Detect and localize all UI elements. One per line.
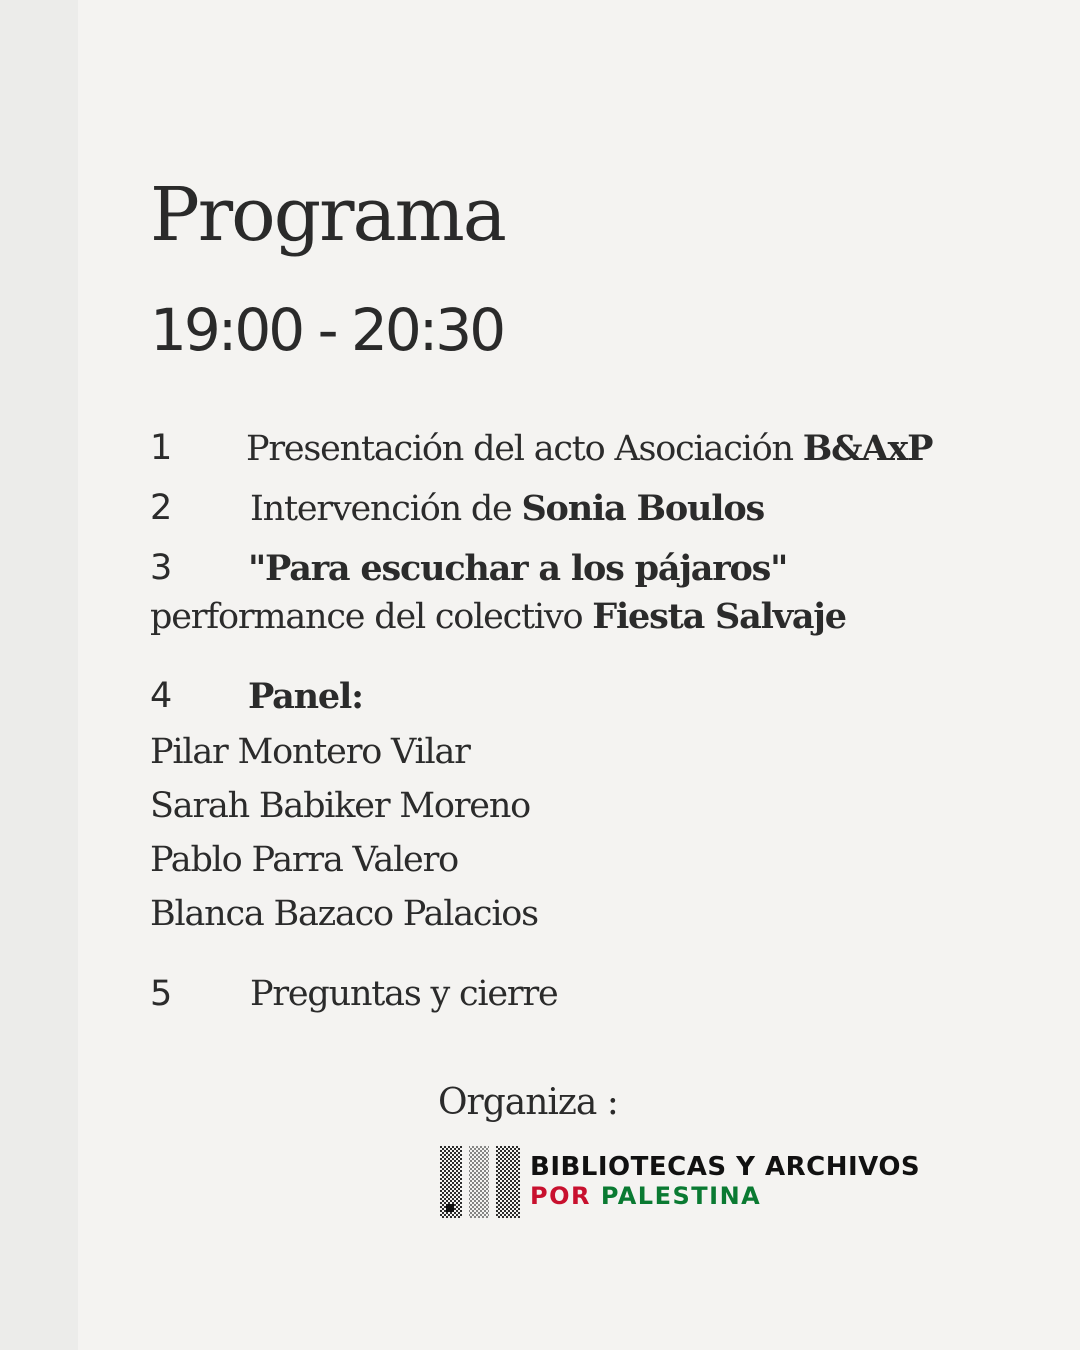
item-text: Preguntas y cierre (250, 974, 558, 1014)
panelist: Blanca Bazaco Palacios (150, 894, 538, 934)
item-number: 4 (150, 676, 172, 716)
organiza-label: Organiza : (438, 1082, 618, 1123)
item-bold: "Para escuchar a los pájaros" (248, 548, 788, 589)
organizer-name-line1: BIBLIOTECAS Y ARCHIVOS (530, 1152, 921, 1182)
item-number: 1 (150, 428, 172, 468)
organizer-name-line2 (530, 1182, 761, 1210)
item-bold: Sonia Boulos (521, 488, 765, 529)
page-title: Programa (150, 172, 505, 258)
item-number: 5 (150, 974, 172, 1014)
organizer-logo-icon (440, 1146, 520, 1218)
item-bold: Fiesta Salvaje (592, 596, 846, 637)
item-text: Intervención de (250, 489, 522, 529)
organizer-word-por: POR (530, 1182, 591, 1210)
panelist: Sarah Babiker Moreno (150, 786, 531, 826)
program-item-3-line2 (150, 596, 846, 637)
item-bold: B&AxP (802, 428, 933, 469)
item-text: performance del colectivo (150, 597, 593, 637)
panelist: Pilar Montero Vilar (150, 732, 470, 772)
organizer-word-palestina: PALESTINA (600, 1182, 762, 1210)
item-number: 3 (150, 548, 172, 588)
item-text: Presentación del acto Asociación (246, 429, 803, 469)
item-bold: Panel: (248, 676, 363, 717)
event-time: 19:00 - 20:30 (150, 296, 504, 364)
item-number: 2 (150, 488, 172, 528)
panelist: Pablo Parra Valero (150, 840, 458, 880)
